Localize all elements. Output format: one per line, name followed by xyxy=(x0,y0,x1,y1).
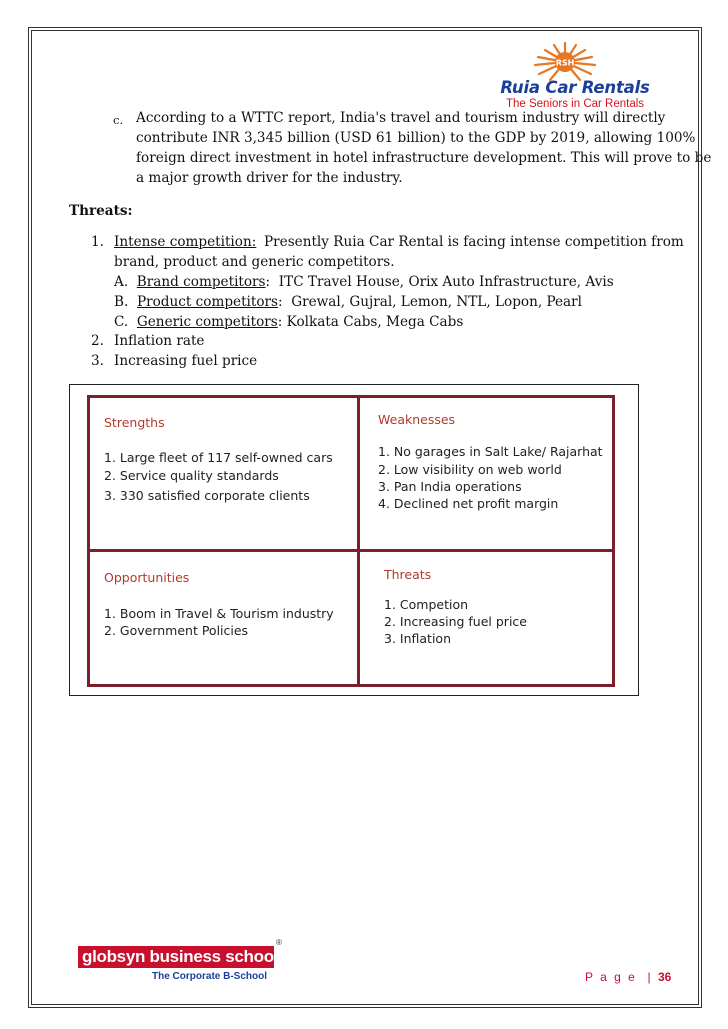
weakness-item-1: 1. No garages in Salt Lake/ Rajarhat xyxy=(378,444,603,459)
subitem-c-label: Generic competitors xyxy=(136,314,278,330)
swot-border-left xyxy=(87,395,90,687)
school-tagline: The Corporate B-School xyxy=(152,971,268,982)
threat-1-line-1 xyxy=(114,232,684,252)
swot-border-bottom xyxy=(87,684,615,687)
opportunities-title: Opportunities xyxy=(104,570,190,585)
threat-cell-item-3: 3. Inflation xyxy=(384,631,451,646)
sun-emblem-icon xyxy=(530,42,600,82)
threat-2-text: Inflation rate xyxy=(114,333,205,349)
subitem-a-letter: A. xyxy=(114,274,129,290)
school-name: globsyn business school xyxy=(82,947,279,966)
threat-3-number: 3. xyxy=(91,353,104,369)
threats-cell-title: Threats xyxy=(384,567,432,582)
threat-cell-item-1: 1. Competion xyxy=(384,597,469,612)
opportunity-c-line-3: foreign direct investment in hotel infrastructure development. This will prove to be xyxy=(136,150,712,166)
subitem-b-label: Product competitors xyxy=(136,294,279,310)
weaknesses-title: Weaknesses xyxy=(378,412,456,427)
swot-border-right xyxy=(612,395,615,687)
threat-1-label: Intense competition: xyxy=(114,234,257,250)
opportunity-c-line-2: contribute INR 3,345 billion (USD 61 billion) to the GDP by 2019, allowing 100% xyxy=(136,130,696,146)
page-number-value: 36 xyxy=(657,970,672,984)
threat-cell-item-2: 2. Increasing fuel price xyxy=(384,614,527,629)
opportunity-item-2: 2. Government Policies xyxy=(104,623,249,638)
threats-heading: Threats: xyxy=(69,203,133,219)
swot-grid xyxy=(87,395,615,687)
list-marker-c: c. xyxy=(113,113,124,127)
page-label: P a g e | xyxy=(585,970,653,984)
strength-item-2: 2. Service quality standards xyxy=(104,468,279,483)
threat-1-text-line-1: Presently Ruia Car Rental is facing intense competition from xyxy=(264,234,684,250)
ruia-car-rentals-logo xyxy=(490,42,660,112)
brand-name: Ruia Car Rentals xyxy=(500,78,650,97)
swot-border-top xyxy=(87,395,615,398)
subitem-b-letter: B. xyxy=(114,294,129,310)
swot-divider-vertical xyxy=(357,395,360,687)
subitem-a-text: : ITC Travel House, Orix Auto Infrastructure, Avis xyxy=(265,274,614,290)
subitem-c xyxy=(114,312,463,332)
brand-tagline: The Seniors in Car Rentals xyxy=(505,98,645,110)
weakness-item-4: 4. Declined net profit margin xyxy=(378,496,559,511)
strengths-title: Strengths xyxy=(104,415,165,430)
weakness-item-2: 2. Low visibility on web world xyxy=(378,462,562,477)
weakness-item-3: 3. Pan India operations xyxy=(378,479,522,494)
subitem-c-letter: C. xyxy=(114,314,129,330)
swot-matrix xyxy=(69,384,639,696)
threat-2-number: 2. xyxy=(91,333,104,349)
strength-item-3: 3. 330 satisfied corporate clients xyxy=(104,488,310,503)
emblem-text: RSH xyxy=(555,58,575,68)
subitem-b-text: : Grewal, Gujral, Lemon, NTL, Lopon, Pearl xyxy=(278,294,583,310)
opportunity-c-line-4: a major growth driver for the industry. xyxy=(136,170,403,186)
registered-mark: ® xyxy=(276,938,282,947)
subitem-c-text: : Kolkata Cabs, Mega Cabs xyxy=(277,314,464,330)
subitem-a xyxy=(114,272,614,292)
threat-3-text: Increasing fuel price xyxy=(114,353,258,369)
strength-item-1: 1. Large fleet of 117 self-owned cars xyxy=(104,450,333,465)
page-number xyxy=(585,970,671,984)
threat-1-number: 1. xyxy=(91,234,104,250)
swot-divider-horizontal xyxy=(87,549,615,552)
opportunity-item-1: 1. Boom in Travel & Tourism industry xyxy=(104,606,334,621)
threat-1-text-line-2: brand, product and generic competitors. xyxy=(114,254,395,270)
opportunity-c-line-1: According to a WTTC report, India's travel and tourism industry will directly xyxy=(136,110,666,126)
subitem-b xyxy=(114,292,582,312)
subitem-a-label: Brand competitors xyxy=(136,274,266,290)
